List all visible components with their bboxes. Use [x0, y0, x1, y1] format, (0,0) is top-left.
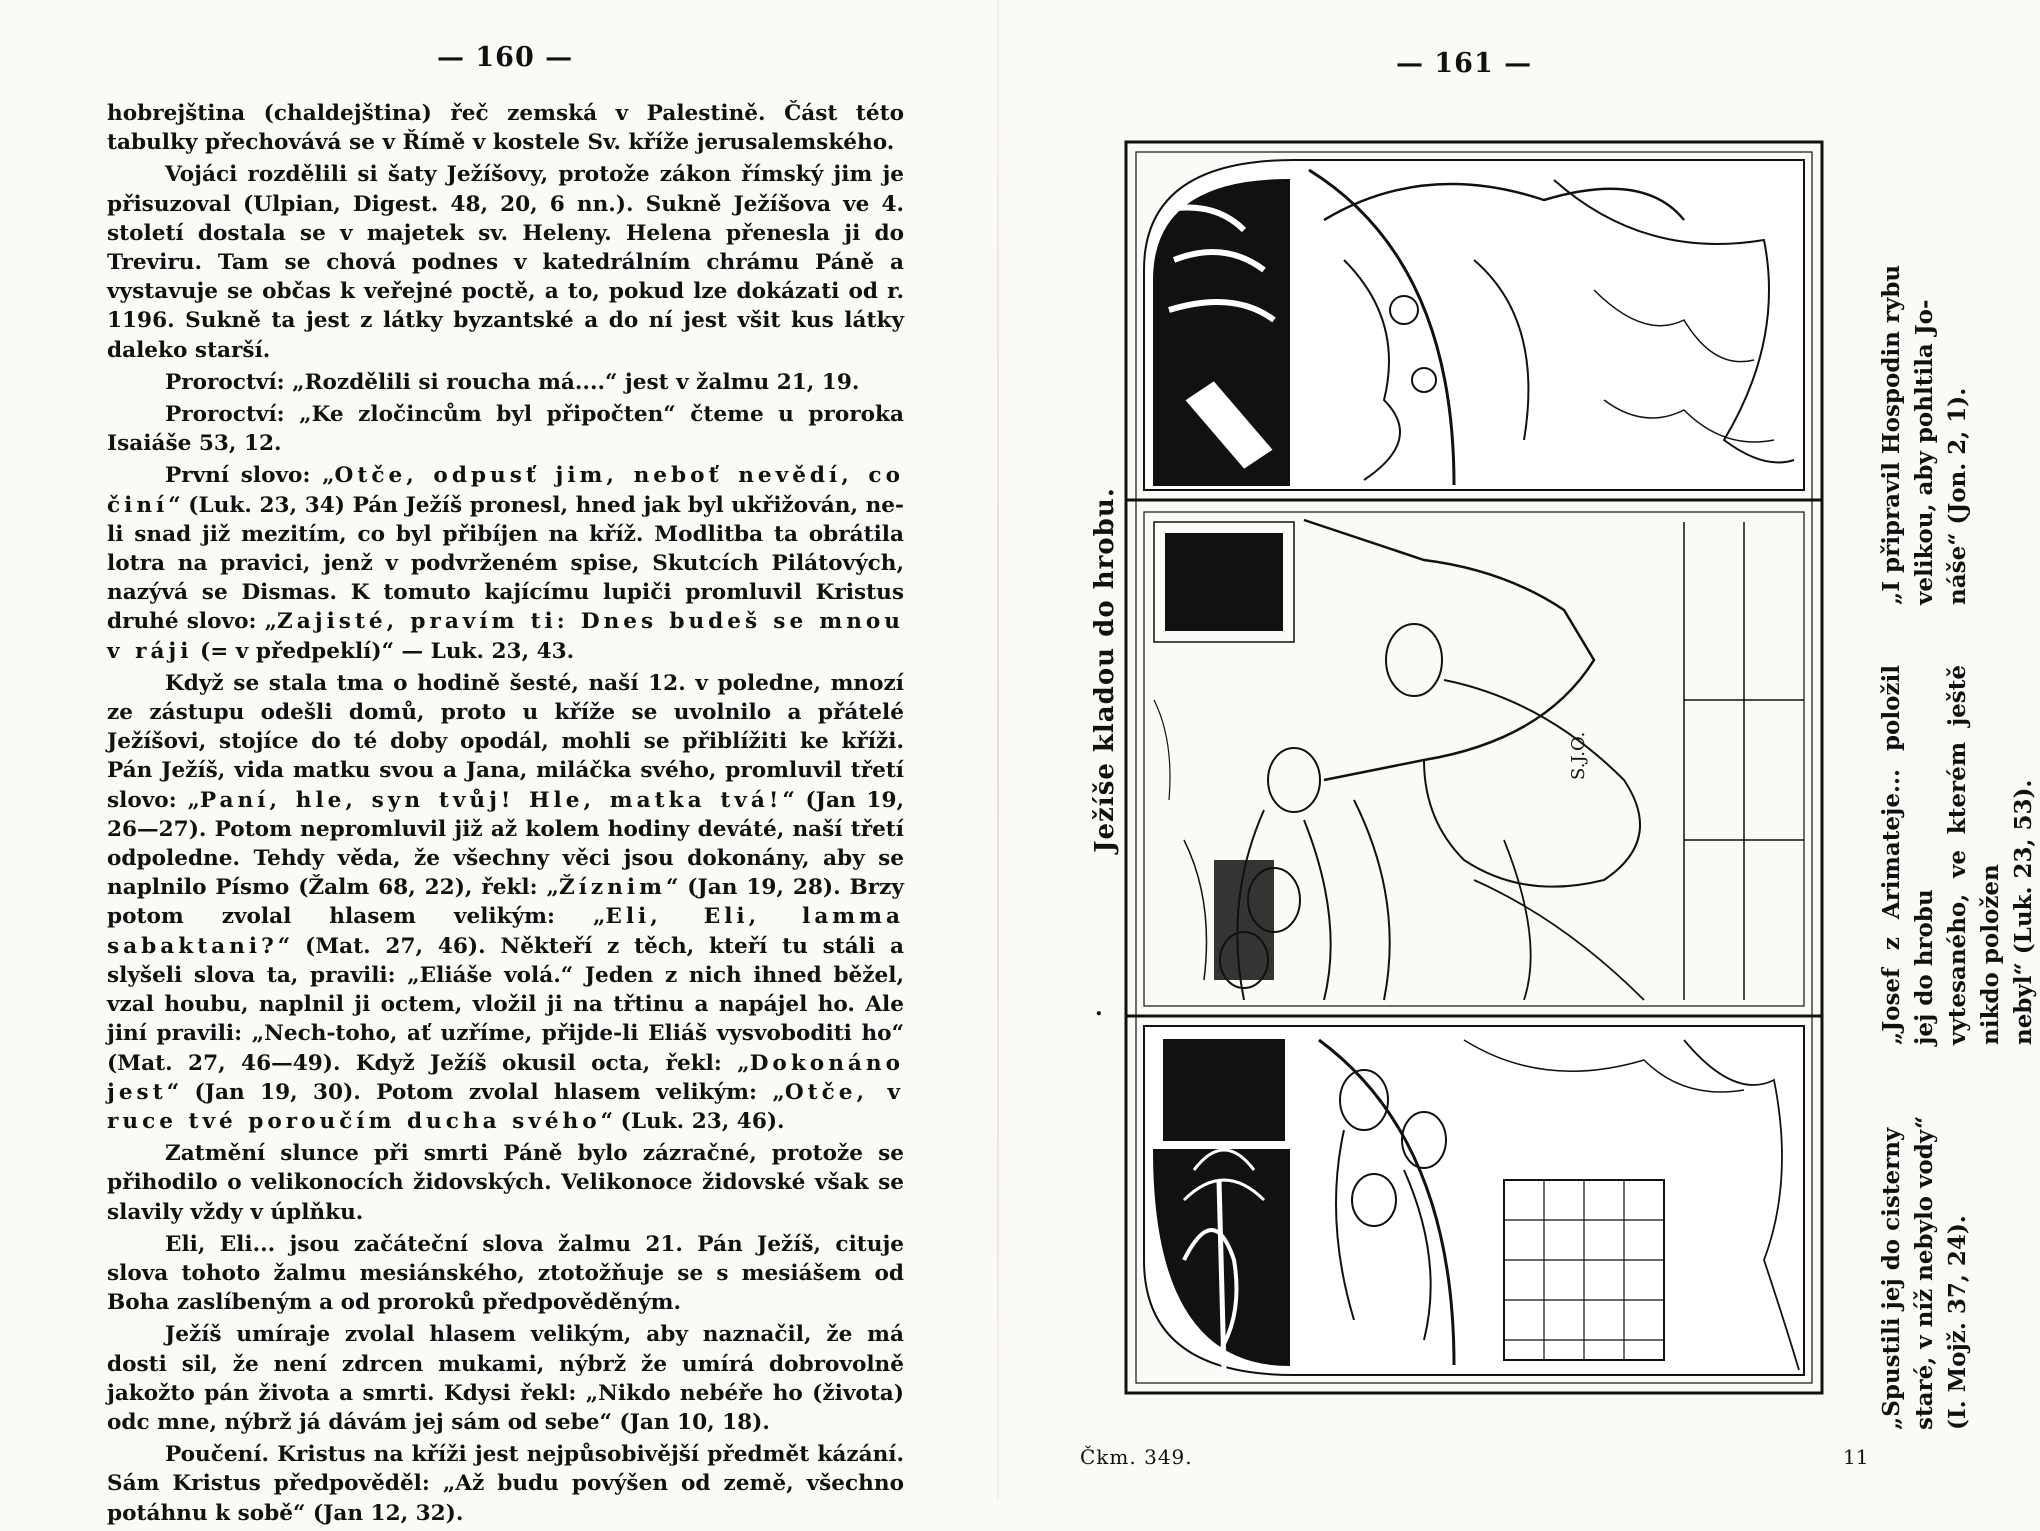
- paragraph: [107, 400, 904, 458]
- paragraph: [107, 368, 904, 397]
- text-run: “ (Mat. 27, 46). Někteří z těch, kteří tu stáli a slyšeli slova ta, pravili: „Eliáše volá.“ Jeden z nich ihned běžel, vzal houbu, naplnil ji octem, vložil ji na třtinu a napájel ho. Ale jiní pravili: „Nech-toho, ať uzříme, přijde-li Eliáš vysvoboditi ho“ (Mat. 27, 46—49). Když Ježíš okusil octa, řekl: „: [107, 933, 904, 1076]
- panel-cistern: [1144, 1026, 1804, 1375]
- caption-line: velikou, aby pohltila Jo-: [1911, 299, 1938, 605]
- caption-line: „Spustili jej do cisterny: [1878, 1127, 1905, 1430]
- text-run: (= v předpeklí)“ — Luk. 23, 43.: [192, 638, 575, 664]
- signature-mark: Čkm. 349.: [1080, 1445, 1193, 1469]
- text-run: Eli, Eli... jsou začáteční slova žalmu 21. Pán Ježíš, cituje slova tohoto žalmu mesiánského, ztotožňuje se s mesiášem od Boha zaslíbeným a od proroků předpověděným.: [107, 1231, 904, 1316]
- spaced-quote: Zajisté, pravím ti: Dnes budeš se mnou v ráji: [107, 609, 904, 664]
- panel-entombment: [1154, 520, 1804, 1000]
- text-run: “ (Luk. 23, 34) Pán Ježíš pronesl, hned jak byl ukřižován, ne-li snad již mezitím, co byl přibíjen na kříž. Modlitba ta obrátila lotra na pravici, jenž v podvrženém spise, Skutcích Pilátových, nazývá se Dismas. K tomuto kajícímu lupiči promluvil Kristus druhé slovo: „: [107, 492, 904, 635]
- right-page-number: — 161 —: [1396, 48, 1533, 79]
- spaced-quote: Dokonáno jest: [107, 1050, 904, 1105]
- spaced-quote: Žíznim: [558, 875, 666, 901]
- text-run: “ (Jan 19, 28). Brzy potom zvolal hlasem velikým: „: [107, 875, 904, 930]
- text-run: První slovo: „: [165, 463, 335, 489]
- sheet-number: 11: [1843, 1445, 1869, 1469]
- paragraph: [107, 669, 904, 1136]
- text-run: hobrejština (chaldejština) řeč zemská v Palestině. Část této tabulky přechovává se v Římě v kostele Sv. kříže jerusalemského.: [107, 101, 904, 156]
- bold-heading: Poučení.: [165, 1442, 270, 1468]
- caption-entombment: [1875, 665, 2040, 1045]
- spaced-quote: Eli, Eli, lamma sabaktani?: [107, 904, 904, 959]
- left-page: [0, 0, 997, 1526]
- caption-line: vytesaného, ve kterém ještě nikdo položen: [1944, 665, 2004, 1045]
- text-run: Ježíš umíraje zvolal hlasem velikým, aby naznačil, že má dosti sil, že není zdrcen mukami, nýbrž že umírá dobrovolně jakožto pán života a smrti. Kdysi řekl: „Nikdo nebéře ho (života) odc mne, nýbrž já dávám jej sám od sebe“ (Jan 10, 18).: [107, 1322, 904, 1435]
- text-run: “ (Jan 19, 30). Potom zvolal hlasem velikým: „: [166, 1079, 785, 1105]
- text-run: “ (Luk. 23, 46).: [600, 1108, 785, 1134]
- caption-line: „I připravil Hospodin rybu: [1878, 264, 1905, 605]
- paragraph: [107, 1440, 904, 1528]
- left-page-number: — 160 —: [437, 42, 574, 73]
- paragraph: [107, 160, 904, 364]
- paragraph: [107, 1320, 904, 1437]
- text-run: Kristus na kříži jest nejpůsobivější předmět kázání. Sám Kristus předpověděl: „Až budu povýšen od země, všechno potáhnu k sobě“ (Jan 12, 32).: [107, 1442, 904, 1526]
- paragraph: [107, 1139, 904, 1227]
- spaced-quote: Paní, hle, syn tvůj! Hle, matka tvá!: [199, 787, 783, 813]
- caption-dot: .: [1095, 995, 1103, 1021]
- caption-jonah: [1875, 225, 1974, 605]
- entombment-illustration: [1124, 140, 1824, 1395]
- panel-jonah: [1144, 160, 1804, 490]
- caption-line: (I. Mojž. 37, 24).: [1944, 1215, 1971, 1430]
- paragraph: [107, 461, 904, 665]
- text-run: “ (Jan 19, 26—27). Potom nepromluvil již až kolem hodiny deváté, naší třetí odpoledne. Tehdy věda, že všechny věci jsou dokonány, aby se naplnilo Písmo (Žalm 68, 22), řekl: „: [107, 787, 904, 901]
- caption-line: nebyl“ (Luk. 23, 53).: [2010, 779, 2037, 1045]
- illustration-title: Ježíše kladou do hrobu.: [1090, 487, 1120, 853]
- text-run: Proroctví: „Ke zločincům byl připočten“ čteme u proroka Isaiáše 53, 12.: [107, 402, 904, 457]
- spaced-quote: Otče, odpusť jim, neboť nevědí, co činí: [107, 463, 904, 518]
- caption-line: náše“ (Jon. 2, 1).: [1944, 387, 1971, 605]
- illustration-signature: S.J.O.: [1568, 731, 1589, 780]
- text-run: Proroctví: „Rozdělili si roucha má....“ jest v žalmu 21, 19.: [165, 369, 860, 395]
- caption-cistern: [1875, 1050, 1974, 1430]
- paragraph: [107, 1230, 904, 1318]
- text-run: Když se stala tma o hodině šesté, naší 12. v poledne, mnozí ze zástupu odešli domů, proto u kříže se uvolnilo a přátelé Ježíšovi, stojíce do té doby opodál, mohli se přiblížiti ke kříži. Pán Ježíš, vida matku svou a Jana, miláčka svého, promluvil třetí slovo: „: [107, 670, 904, 813]
- left-page-body: [107, 99, 904, 1531]
- text-run: Zatmění slunce při smrti Páně bylo zázračné, protože se přihodilo o velikonocích židovských. Velikonoce židovské však se slavily vždy v úplňku.: [107, 1141, 904, 1225]
- paragraph: [107, 99, 904, 157]
- spaced-quote: Otče, v ruce tvé poroučím ducha svého: [107, 1079, 904, 1134]
- caption-line: staré, v níž nebylo vody“: [1911, 1115, 1938, 1430]
- text-run: Vojáci rozdělili si šaty Ježíšovy, protože zákon římský jim je přisuzoval (Ulpian, Digest. 48, 20, 6 nn.). Sukně Ježíšova ve 4. století dostala se v majetek sv. Heleny. Helena přenesla ji do Treviru. Tam se chová podnes v katedrálním chrámu Páně a vystavuje se občas k veřejné poctě, a to, pokud lze dokázati od r. 1196. Sukně ta jest z látky byzantské a do ní jest všit kus látky daleko starší.: [107, 162, 904, 363]
- caption-line: „Josef z Arimateje... položil jej do hrobu: [1878, 665, 1938, 1045]
